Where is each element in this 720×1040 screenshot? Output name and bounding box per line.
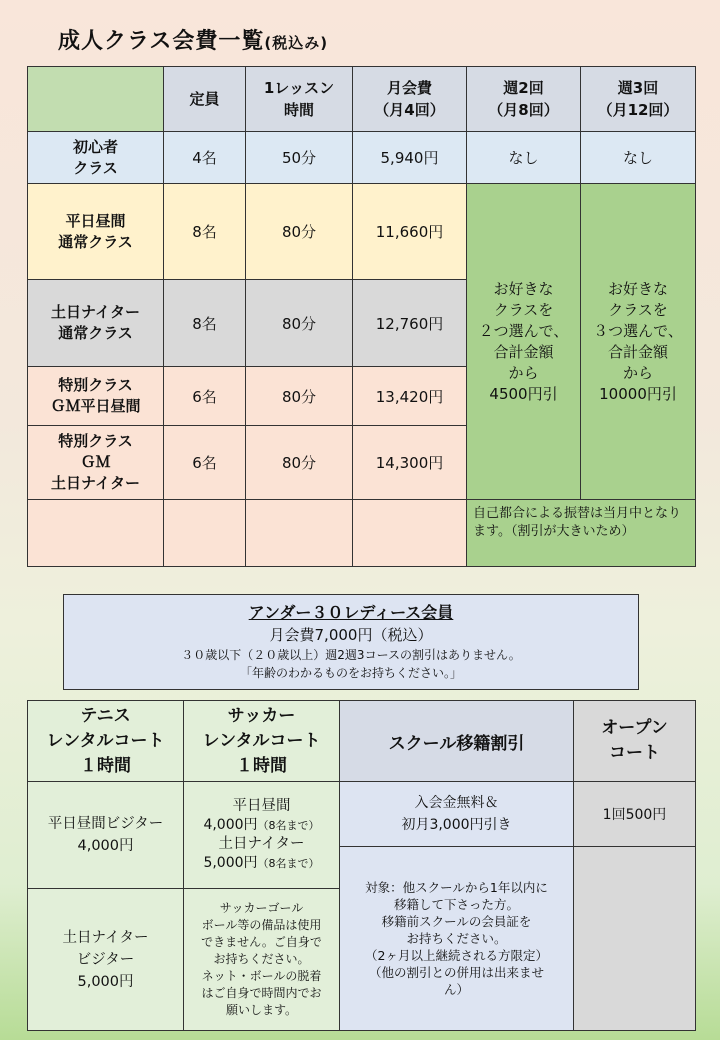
fee-cell: 12,760円 bbox=[353, 280, 467, 367]
tennis-weekday-price: 平日昼間ビジター 4,000円 bbox=[28, 782, 184, 889]
header-monthly-fee: 月会費 （月4回） bbox=[353, 67, 467, 132]
soccer-weekend-line bbox=[184, 854, 339, 873]
header-soccer-rental: サッカー レンタルコート １時間 bbox=[184, 701, 340, 782]
corner-cell bbox=[28, 67, 164, 132]
soccer-weekend-label: 土日ナイター bbox=[218, 836, 305, 852]
capacity-cell: 6名 bbox=[164, 426, 246, 500]
class-name: 土日ナイター 通常クラス bbox=[28, 280, 164, 367]
under30-heading: アンダー３０レディース会員 bbox=[248, 603, 454, 622]
time-cell: 80分 bbox=[246, 367, 353, 426]
under30-box bbox=[63, 594, 639, 690]
empty-cell bbox=[28, 500, 164, 567]
class-name: 特別クラス ＧＭ 土日ナイター bbox=[28, 426, 164, 500]
empty-cell bbox=[246, 500, 353, 567]
class-name: 平日昼間 通常クラス bbox=[28, 184, 164, 280]
empty-cell bbox=[353, 500, 467, 567]
title-tax-note: (税込み) bbox=[264, 34, 329, 52]
capacity-cell: 4名 bbox=[164, 132, 246, 184]
time-cell: 80分 bbox=[246, 280, 353, 367]
capacity-cell: 8名 bbox=[164, 184, 246, 280]
header-tennis-rental: テニス レンタルコート １時間 bbox=[28, 701, 184, 782]
twice-weekly-offer: お好きな クラスを ２つ選んで、 合計金額 から 4500円引 bbox=[467, 184, 581, 500]
time-cell: 80分 bbox=[246, 184, 353, 280]
transfer-offer: 入会金無料＆ 初月3,000円引き bbox=[340, 782, 574, 847]
soccer-weekday-capacity: （8名まで） bbox=[257, 819, 320, 832]
time-cell: 50分 bbox=[246, 132, 353, 184]
capacity-cell: 6名 bbox=[164, 367, 246, 426]
header-lesson-time: 1レッスン 時間 bbox=[246, 67, 353, 132]
header-three-weekly: 週3回 （月12回） bbox=[581, 67, 696, 132]
fee-table bbox=[27, 66, 696, 567]
capacity-cell: 8名 bbox=[164, 280, 246, 367]
under30-condition: ３０歳以下（２０歳以上）週2週3コースの割引はありません。 bbox=[181, 648, 521, 662]
open-court-empty bbox=[574, 847, 696, 1031]
soccer-weekday-amount: 4,000円 bbox=[203, 817, 258, 833]
soccer-equipment-note: サッカーゴール ボール等の備品は使用 できません。ご自身で お持ちください。 ネット・ボールの脱着 はご自身で時間内でお 願いします。 bbox=[184, 889, 340, 1031]
fee-cell: 14,300円 bbox=[353, 426, 467, 500]
twice-weekly-cell: なし bbox=[467, 132, 581, 184]
header-capacity: 定員 bbox=[164, 67, 246, 132]
transfer-conditions: 対象：他スクールから1年以内に 移籍して下さった方。 移籍前スクールの会員証を お持ちください。 （2ヶ月以上継続される方限定） （他の割引との併用は出来ませ ん） bbox=[340, 847, 574, 1031]
time-cell: 80分 bbox=[246, 426, 353, 500]
soccer-weekday-line bbox=[184, 816, 339, 835]
fee-cell: 5,940円 bbox=[353, 132, 467, 184]
title-text: 成人クラス会費一覧 bbox=[58, 29, 265, 54]
under30-id-note: 「年齢のわかるものをお持ちください。」 bbox=[239, 666, 462, 680]
fee-header-row bbox=[28, 67, 696, 132]
open-court-price: 1回500円 bbox=[574, 782, 696, 847]
fee-cell: 11,660円 bbox=[353, 184, 467, 280]
class-name: 初心者 クラス bbox=[28, 132, 164, 184]
table-row bbox=[28, 500, 696, 567]
three-weekly-offer: お好きな クラスを ３つ選んで、 合計金額 から 10000円引 bbox=[581, 184, 696, 500]
transfer-note: 自己都合による振替は当月中となります。（割引が大きいため） bbox=[467, 500, 696, 567]
table-row bbox=[28, 184, 696, 280]
rental-header-row bbox=[28, 701, 696, 782]
soccer-weekday-label: 平日昼間 bbox=[232, 798, 291, 814]
header-twice-weekly: 週2回 （月8回） bbox=[467, 67, 581, 132]
fee-cell: 13,420円 bbox=[353, 367, 467, 426]
class-name: 特別クラス ＧＭ平日昼間 bbox=[28, 367, 164, 426]
soccer-weekday-price bbox=[184, 782, 340, 889]
header-school-transfer: スクール移籍割引 bbox=[340, 701, 574, 782]
soccer-weekend-amount: 5,000円 bbox=[203, 855, 258, 871]
empty-cell bbox=[164, 500, 246, 567]
soccer-weekend-capacity: （8名まで） bbox=[257, 857, 320, 870]
table-row bbox=[28, 132, 696, 184]
rental-row bbox=[28, 782, 696, 847]
header-open-court: オープン コート bbox=[574, 701, 696, 782]
rental-table bbox=[27, 700, 696, 1031]
under30-fee: 月会費7,000円（税込） bbox=[269, 626, 433, 644]
page-title bbox=[58, 24, 328, 55]
tennis-weekend-price: 土日ナイター ビジター 5,000円 bbox=[28, 889, 184, 1031]
three-weekly-cell: なし bbox=[581, 132, 696, 184]
